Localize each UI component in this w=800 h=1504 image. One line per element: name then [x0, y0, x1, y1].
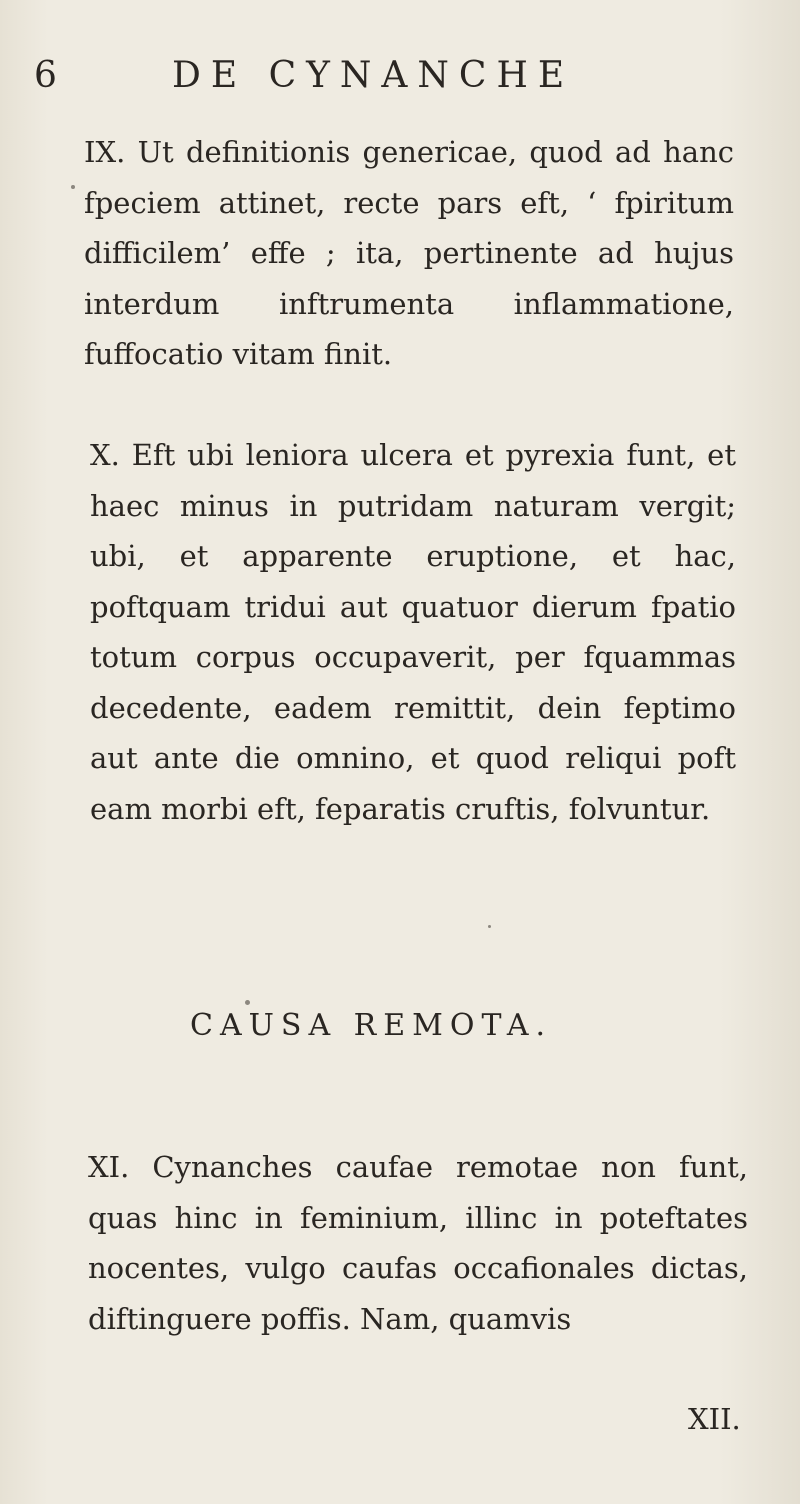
paragraph-xi-text: XI. Cynanches caufae remotae non funt, quas hinc in feminium, illinc in poteftates nocentes, vulgo caufas occafionales dictas, diftinguere poffis. Nam, quamvis [88, 1150, 748, 1336]
running-title: DE CYNANCHE [172, 55, 575, 96]
page-number: 6 [34, 55, 58, 96]
paragraph-xi [88, 1142, 748, 1344]
paper-speck [488, 925, 491, 928]
section-heading: CAUSA REMOTA. [190, 1008, 553, 1043]
paragraph-ix [84, 127, 734, 380]
paragraph-x-text: X. Eft ubi leniora ulcera et pyrexia funt, et haec minus in putridam naturam vergit; ubi, et apparente eruptione, et hac, poftquam tridui aut quatuor dierum fpatio totum corpus occupaverit, per fquammas decedente, eadem remittit, dein feptimo aut ante die omnino, et quod reliqui poft eam morbi eft, feparatis cruftis, folvuntur. [90, 438, 736, 826]
paragraph-ix-text: IX. Ut definitionis genericae, quod ad hanc fpeciem attinet, recte pars eft, ‘ fpiritum difficilem’ effe ; ita, pertinente ad hujus interdum inftrumenta inflammatione, fuffocatio vitam finit. [84, 135, 734, 371]
paper-speck [71, 185, 75, 189]
catchword: XII. [688, 1402, 741, 1436]
paragraph-x [90, 430, 736, 834]
paper-speck [245, 1000, 250, 1005]
